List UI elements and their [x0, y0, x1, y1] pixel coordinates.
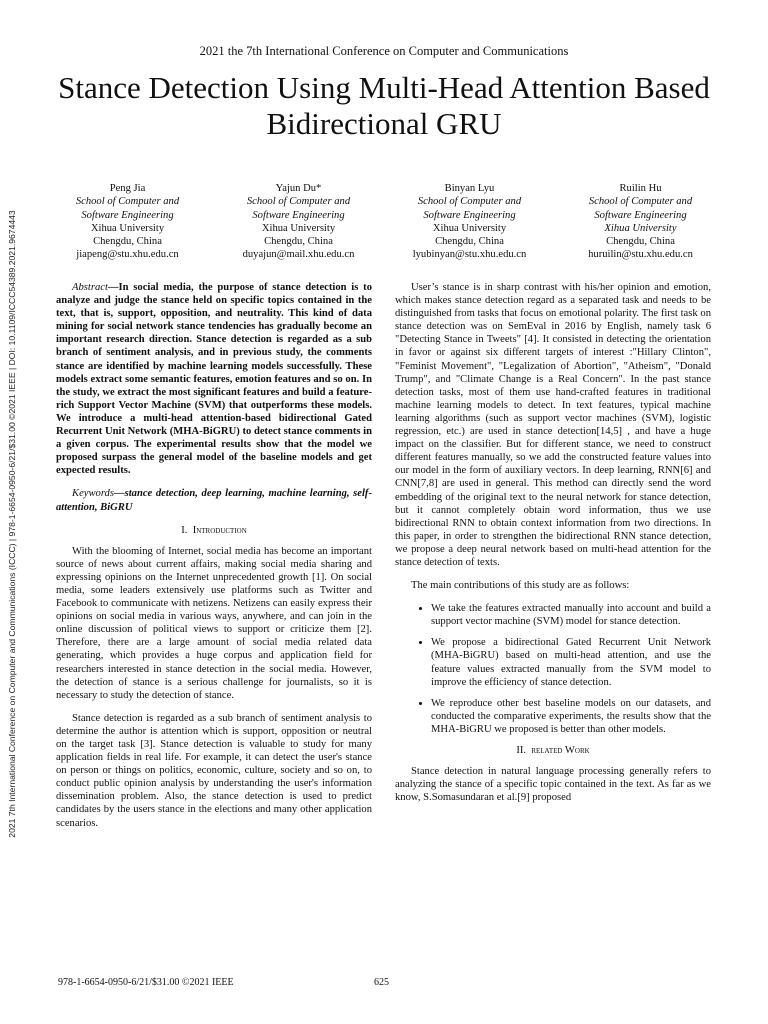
- left-column: [56, 281, 372, 840]
- right-column: [395, 281, 711, 814]
- list-item: • We propose a bidirectional Gated Recurrent Unit Network (MHA-BiGRU) based on multi-head attention, and use the feature values extracted manually from the SVM model to improve the efficiency of stance detection.: [431, 636, 711, 688]
- author-2: [213, 182, 384, 262]
- author-city: Chengdu, China: [435, 236, 504, 248]
- author-city: Chengdu, China: [93, 236, 162, 248]
- contribution-list: [395, 602, 711, 736]
- author-4: [555, 182, 726, 262]
- author-email: jiapeng@stu.xhu.edu.cn: [76, 249, 179, 261]
- author-affiliation: Software Engineering: [81, 209, 174, 221]
- title-line-1: Stance Detection Using Multi-Head Attention Based: [58, 70, 710, 105]
- copyright-footer: 978-1-6654-0950-6/21/$31.00 ©2021 IEEE: [58, 977, 234, 988]
- author-block: [42, 182, 726, 262]
- author-city: Chengdu, China: [264, 236, 333, 248]
- body-paragraph: Stance detection is regarded as a sub branch of sentiment analysis to determine the author is attention which is support, opposition or neutral on the target task [3]. Stance detection is valuable to study for many application fields in real life. For example, it can detect the user's stance on person or things on politics, economic, culture, society and so on, to conduct public opinion analysis by understanding the user's information dissemination problem. Also, the stance detection is used to predict candidates by the users stance in the elections and many other application scenarios.: [56, 712, 372, 829]
- author-affiliation: Software Engineering: [594, 209, 687, 221]
- keywords: [56, 487, 372, 513]
- author-university: Xihua University: [432, 222, 507, 234]
- author-name: Peng Jia: [109, 183, 146, 194]
- keywords-text: —stance detection, deep learning, machine learning, self-attention, BiGRU: [56, 488, 372, 513]
- section-title: related Work: [531, 745, 590, 756]
- author-city: Chengdu, China: [606, 236, 675, 248]
- body-paragraph: With the blooming of Internet, social media has become an important source of news about current affairs, making social media sharing and expressing opinions on the Internet unprecedented growth [1]. On social media, some leaders extensively use platforms such as Twitter and Facebook to communicate with netizens. Netizens can easily express their opinions on social media in various ways, anywhere, and can join in the online discussion of political views to support or criticize them [2]. Therefore, there are a large amount of social media related data generating, which provides a huge corpus and application field for researchers interested in stance detection in the social media. However, the detection of stance is a serious challenge for journalists, so it is necessary to study the detection of stance.: [56, 545, 372, 701]
- author-name: Ruilin Hu: [619, 183, 662, 194]
- author-email: huruilin@stu.xhu.edu.cn: [588, 249, 693, 261]
- paper-title: [40, 70, 728, 142]
- author-university: Xihua University: [604, 222, 677, 234]
- body-paragraph: Stance detection in natural language processing generally refers to analyzing the stance of a specific topic contained in the text. As far as we know, S.Somasundaran et al.[9] proposed: [395, 766, 711, 804]
- page-number: 625: [374, 977, 389, 988]
- doi-side-strip: [4, 164, 20, 884]
- section-number: I.: [181, 524, 188, 536]
- author-university: Xihua University: [261, 222, 336, 234]
- author-affiliation: School of Computer and: [246, 196, 351, 208]
- section-number: II.: [516, 745, 527, 756]
- title-line-2: Bidirectional GRU: [266, 106, 502, 141]
- author-name: Yajun Du*: [275, 183, 322, 194]
- author-affiliation: School of Computer and: [417, 196, 522, 208]
- author-email: lyubinyan@stu.xhu.edu.cn: [412, 249, 527, 261]
- author-affiliation: Software Engineering: [252, 209, 345, 221]
- conference-header: 2021 the 7th International Conference on Computer and Communications: [199, 44, 569, 58]
- section-heading-related-work: [395, 744, 711, 757]
- author-3: [384, 182, 555, 262]
- doi-side-text: 2021 7th International Conference on Computer and Communications (ICCC) | 978-1-6654-0950-6/21/$31.00 ©2021 IEEE | DOI: 10.1109/ICCC54389.2021.9674443: [7, 210, 17, 838]
- abstract: [56, 281, 372, 477]
- abstract-lead: Abstract: [72, 282, 108, 293]
- list-item: • We take the features extracted manually into account and build a support vector machine (SVM) model for stance detection.: [431, 602, 711, 628]
- author-name: Binyan Lyu: [444, 183, 495, 194]
- body-paragraph: The main contributions of this study are as follows:: [411, 580, 630, 592]
- section-heading-introduction: [56, 524, 372, 537]
- author-1: [42, 182, 213, 262]
- author-affiliation: School of Computer and: [75, 196, 180, 208]
- author-email: duyajun@mail.xhu.edu.cn: [242, 249, 355, 261]
- keywords-lead: Keywords: [72, 488, 114, 500]
- abstract-text: —In social media, the purpose of stance detection is to analyze and judge the stance held on specific topics contained in the text, that is, support, opposition, and neutrality. This kind of data mining for social network stance tendencies has gradually become an important research direction. Stance detection is regarded as a sub branch of sentiment analysis, and in previous study, the comments stance are identified by machine learning models successfully. These models extract some semantic features, emotion features and so on. In the study, we extract the most significant features and build a feature-rich Support Vector Machine (SVM) that outperforms these models. We introduce a multi-head attention-based bidirectional Gated Recurrent Unit Network (MHA-BiGRU) to detect stance comments in a given corpus. The experimental results show that the model we proposed surpass the general model of the baseline models and get expected results.: [56, 282, 372, 477]
- list-item: • We reproduce other best baseline models on our datasets, and conducted the comparative experiments, the results show that the MHA-BiGRU we proposed is better than other models.: [431, 697, 711, 736]
- body-paragraph: User’s stance is in sharp contrast with his/her opinion and emotion, which makes stance detection regard as a separated task and needs to be distinguished from tasks that focus on emotional polarity. The first task on stance detection was on SemEval in 2016 by English, namely task 6 "Detecting Stance in Tweets" [4]. It consisted in detecting the orientation in favor or against six different targets of interest :"Hillary Clinton", "Feminist Movement", "Legalization of Abortion", "Atheism", "Donald Trump", and "Climate Change is a Real Concern". In the past stance detection tasks, most of them use hand-crafted features in traditional machine learning models to detect. In text features, typical machine learning algorithms (such as support vector machines (SVM), logistic regression, etc.) are used in stance detection[14,5] , and have a huge impact on the classifier. But for different stance, we need to construct different features manually, so we add the constructed feature values into our model in the form of auxiliary vectors. In deep learning, RNN[6] and CNN[7,8] are used in general. This method can directly send the word embedding of the original text to the neural network for stance detection, but it cannot completely obtain word information, thus we use bidirectional RNN to obtain context information from two directions. In this paper, in order to strengthen the bidirectional RNN stance detection, we propose a deep neural network based on multi-head attention for the stance detection of texts.: [395, 282, 711, 568]
- author-affiliation: Software Engineering: [423, 209, 516, 221]
- section-title: Introduction: [192, 524, 247, 536]
- author-affiliation: School of Computer and: [588, 196, 693, 208]
- author-university: Xihua University: [90, 222, 165, 234]
